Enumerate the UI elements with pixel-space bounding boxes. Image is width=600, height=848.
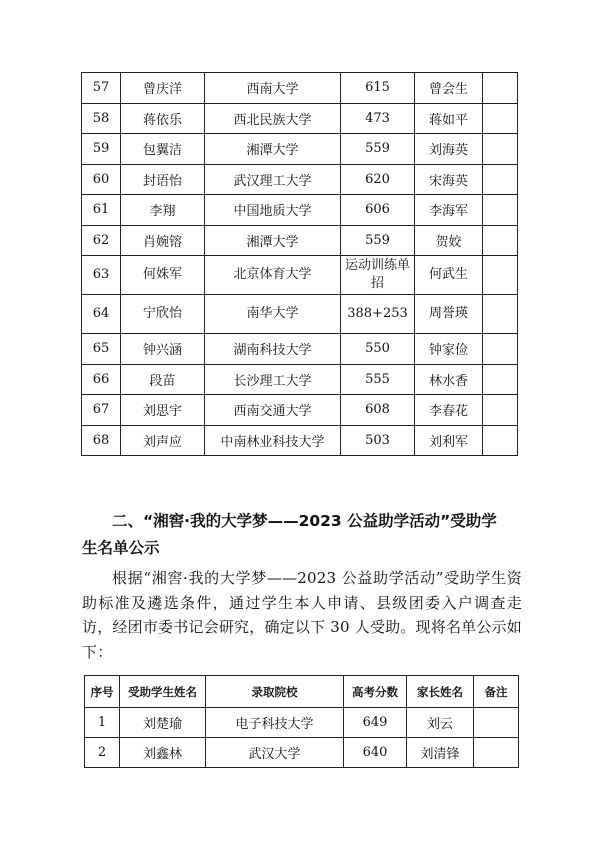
- section-heading: [82, 508, 522, 562]
- student-name: 宁欣怡: [121, 295, 205, 334]
- table-row: [85, 708, 519, 738]
- table-row: [82, 195, 518, 226]
- school-name: 西北民族大学: [205, 103, 341, 134]
- note: [483, 164, 518, 195]
- table-row: [82, 73, 518, 104]
- student-name: 肖婉镕: [121, 225, 205, 256]
- recipients-table-continued: [81, 72, 518, 456]
- school-name: 西南交通大学: [205, 395, 341, 426]
- table-row: [82, 164, 518, 195]
- note: [483, 73, 518, 104]
- exam-score: 649: [344, 708, 407, 738]
- exam-score: 503: [341, 425, 415, 456]
- row-number: 63: [82, 256, 121, 295]
- student-name: 曾庆洋: [121, 73, 205, 104]
- student-name: 蒋依乐: [121, 103, 205, 134]
- note: [483, 256, 518, 295]
- note: [483, 195, 518, 226]
- parent-name: 李春花: [415, 395, 483, 426]
- row-number: 57: [82, 73, 121, 104]
- parent-name: 刘清锋: [407, 738, 474, 768]
- exam-score: 550: [341, 334, 415, 365]
- parent-name: 周誉瑛: [415, 295, 483, 334]
- announcement-paragraph: 根据“湘窖·我的大学梦——2023 公益助学活动”受助学生资助标准及遴选条件，通过学生本人申请、县级团委入户调查走访，经团市委书记会研究，确定以下 30 人受助。现将名单公示如下：: [82, 569, 522, 661]
- recipients-table-body: [82, 73, 518, 456]
- row-number: 68: [82, 425, 121, 456]
- row-number: 65: [82, 334, 121, 365]
- student-name: 包翼洁: [121, 134, 205, 165]
- row-number: 2: [85, 738, 120, 768]
- parent-name: 刘利军: [415, 425, 483, 456]
- student-name: 钟兴涵: [121, 334, 205, 365]
- note: [483, 425, 518, 456]
- student-name: 封语怡: [121, 164, 205, 195]
- school-name: 武汉理工大学: [205, 164, 341, 195]
- note: [474, 738, 519, 768]
- student-name: 刘楚瑜: [120, 708, 206, 738]
- row-number: 62: [82, 225, 121, 256]
- parent-name: 贺姣: [415, 225, 483, 256]
- table-row: [82, 395, 518, 426]
- parent-name: 蒋如平: [415, 103, 483, 134]
- exam-score: 388+253: [341, 295, 415, 334]
- note: [483, 334, 518, 365]
- row-number: 60: [82, 164, 121, 195]
- row-number: 61: [82, 195, 121, 226]
- header-score: 高考分数: [344, 676, 407, 708]
- parent-name: 刘海英: [415, 134, 483, 165]
- note: [483, 364, 518, 395]
- exam-score: 615: [341, 73, 415, 104]
- row-number: 59: [82, 134, 121, 165]
- school-name: 湘潭大学: [205, 134, 341, 165]
- exam-score: 559: [341, 225, 415, 256]
- row-number: 67: [82, 395, 121, 426]
- note: [483, 225, 518, 256]
- student-name: 刘思宇: [121, 395, 205, 426]
- school-name: 长沙理工大学: [205, 364, 341, 395]
- parent-name: 宋海英: [415, 164, 483, 195]
- parent-name: 曾会生: [415, 73, 483, 104]
- table-row: [82, 334, 518, 365]
- row-number: 66: [82, 364, 121, 395]
- parent-name: 林水香: [415, 364, 483, 395]
- parent-name: 何武生: [415, 256, 483, 295]
- parent-name: 钟家俭: [415, 334, 483, 365]
- table-row: [82, 425, 518, 456]
- table-row: [82, 295, 518, 334]
- student-name: 刘声应: [121, 425, 205, 456]
- table-row: [82, 103, 518, 134]
- exam-score: 运动训练单招: [341, 256, 415, 295]
- school-name: 武汉大学: [206, 738, 344, 768]
- row-number: 58: [82, 103, 121, 134]
- student-name: 刘鑫林: [120, 738, 206, 768]
- parent-name: 李海军: [415, 195, 483, 226]
- exam-score: 555: [341, 364, 415, 395]
- header-school: 录取院校: [206, 676, 344, 708]
- note: [474, 708, 519, 738]
- table-row: [82, 225, 518, 256]
- table-row: [82, 134, 518, 165]
- section-heading-line2: 生名单公示: [82, 539, 160, 557]
- recipients-table-2023-body: [85, 708, 519, 768]
- recipients-table-2023: [84, 675, 519, 768]
- note: [483, 295, 518, 334]
- exam-score: 608: [341, 395, 415, 426]
- note: [483, 103, 518, 134]
- exam-score: 559: [341, 134, 415, 165]
- exam-score: 473: [341, 103, 415, 134]
- school-name: 湘潭大学: [205, 225, 341, 256]
- header-no: 序号: [85, 676, 120, 708]
- school-name: 湖南科技大学: [205, 334, 341, 365]
- school-name: 南华大学: [205, 295, 341, 334]
- table-row: [85, 738, 519, 768]
- row-number: 64: [82, 295, 121, 334]
- school-name: 北京体育大学: [205, 256, 341, 295]
- table-header-row: [85, 676, 519, 708]
- school-name: 中南林业科技大学: [205, 425, 341, 456]
- parent-name: 刘云: [407, 708, 474, 738]
- note: [483, 395, 518, 426]
- table-row: [82, 256, 518, 295]
- school-name: 西南大学: [205, 73, 341, 104]
- student-name: 何姝军: [121, 256, 205, 295]
- school-name: 电子科技大学: [206, 708, 344, 738]
- header-parent-name: 家长姓名: [407, 676, 474, 708]
- header-note: 备注: [474, 676, 519, 708]
- header-student-name: 受助学生姓名: [120, 676, 206, 708]
- section-heading-line1: 二、“湘窖·我的大学梦——2023 公益助学活动”受助学: [112, 512, 497, 530]
- table-row: [82, 364, 518, 395]
- exam-score: 620: [341, 164, 415, 195]
- exam-score: 606: [341, 195, 415, 226]
- student-name: 李翔: [121, 195, 205, 226]
- row-number: 1: [85, 708, 120, 738]
- school-name: 中国地质大学: [205, 195, 341, 226]
- exam-score: 640: [344, 738, 407, 768]
- note: [483, 134, 518, 165]
- student-name: 段苗: [121, 364, 205, 395]
